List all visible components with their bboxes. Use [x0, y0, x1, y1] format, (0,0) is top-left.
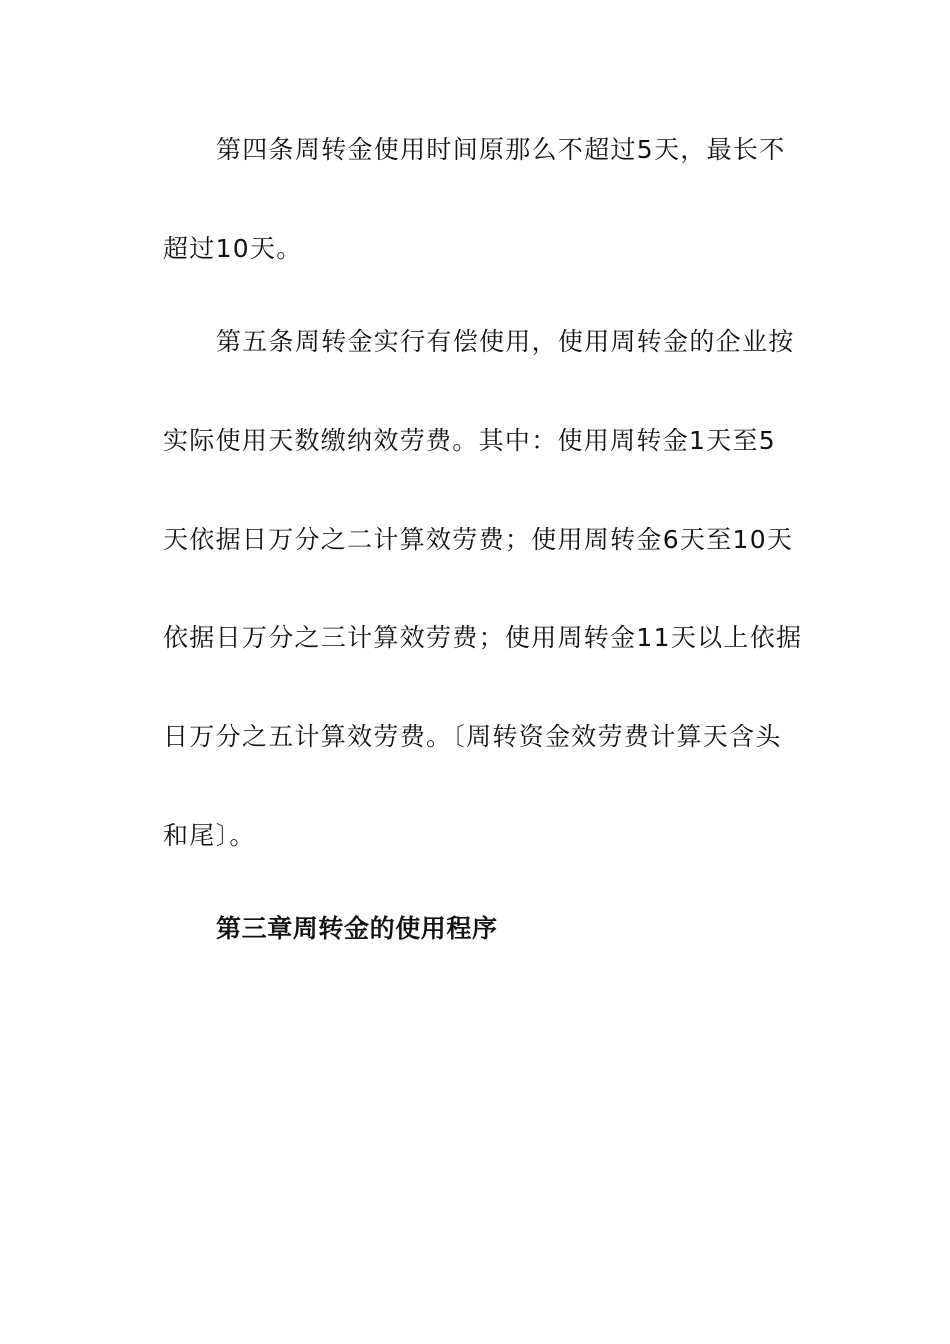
paragraph-article-4-line-2: 超过10天。	[163, 234, 303, 263]
paragraph-article-5-line-5: 日万分之五计算效劳费。〔周转资金效劳费计算天含头	[163, 722, 782, 751]
paragraph-article-5-line-2: 实际使用天数缴纳效劳费。其中：使用周转金1天至5	[163, 426, 777, 455]
paragraph-article-5-line-4: 依据日万分之三计算效劳费；使用周转金11天以上依据	[163, 623, 803, 652]
paragraph-article-5-line-1: 第五条周转金实行有偿使用，使用周转金的企业按	[216, 327, 795, 356]
paragraph-article-5-line-3: 天依据日万分之二计算效劳费；使用周转金6天至10天	[163, 525, 794, 554]
paragraph-article-5-line-6: 和尾〕。	[163, 821, 256, 850]
paragraph-article-4-line-1: 第四条周转金使用时间原那么不超过5天，最长不	[216, 135, 786, 164]
chapter-heading: 第三章周转金的使用程序	[216, 914, 498, 943]
